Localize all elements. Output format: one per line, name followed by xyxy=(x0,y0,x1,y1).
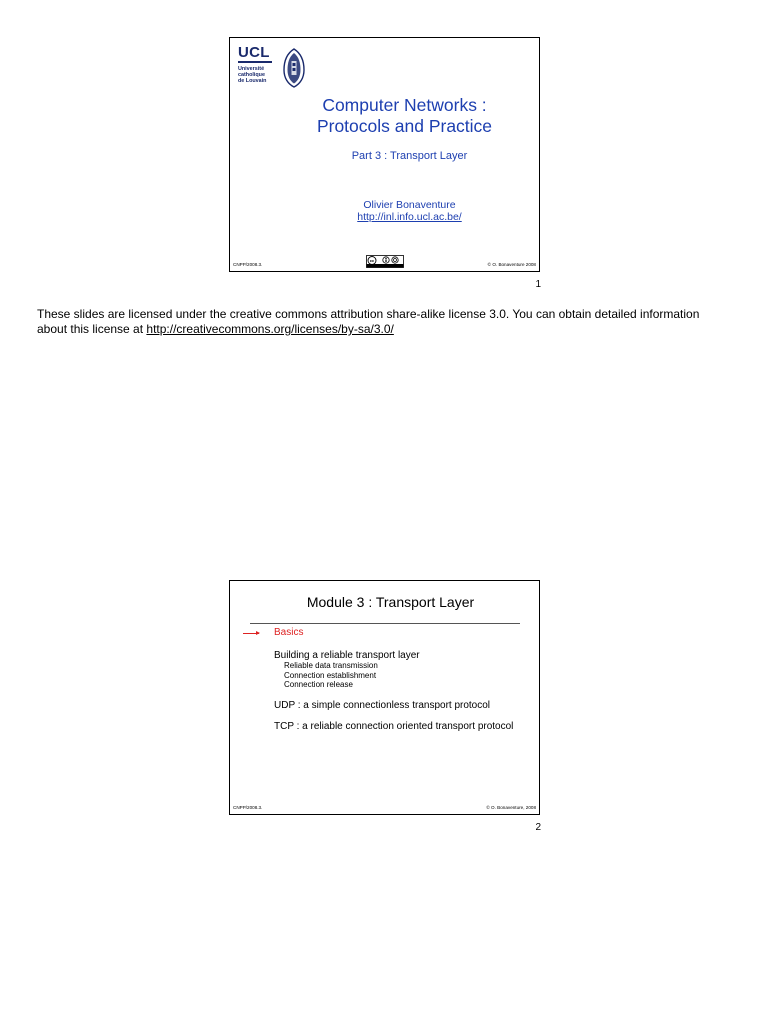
outline-subitem-establishment: Connection establishment xyxy=(284,670,377,680)
logo-line-2: catholique xyxy=(238,72,265,78)
outline-subitem-reliable: Reliable data transmission xyxy=(284,661,378,670)
slide-2 xyxy=(229,580,540,815)
outline-item-building: Building a reliable transport layer xyxy=(274,650,420,661)
slide-number-2: 2 xyxy=(535,822,541,833)
title-divider xyxy=(250,623,520,624)
title-line-1: Computer Networks : xyxy=(322,95,487,115)
logo-line-3: de Louvain xyxy=(238,78,267,84)
slide-footer-right: © O. Bonaventure, 2008 xyxy=(486,805,536,810)
slide-1 xyxy=(229,37,540,272)
current-item-arrow-icon xyxy=(243,633,259,634)
outline-item-basics: Basics xyxy=(274,627,304,638)
notes-line-1: These slides are licensed under the creative commons attribution share-alike license 3.0. You can obtain detailed information xyxy=(37,307,700,321)
outline-subitem-release: Connection release xyxy=(284,680,353,689)
slide-footer-left: CNPP/2008.3. xyxy=(233,805,263,810)
slide-notes xyxy=(37,307,717,337)
module-title: Module 3 : Transport Layer xyxy=(306,594,475,610)
outline-item-udp: UDP : a simple connectionless transport protocol xyxy=(274,699,491,711)
slide-footer-right: © O. Bonaventure 2008 xyxy=(487,262,536,267)
author-block xyxy=(230,199,539,223)
svg-text:cc: cc xyxy=(369,259,375,263)
creative-commons-badge-icon xyxy=(366,255,404,268)
crest-icon xyxy=(283,48,305,88)
slide-number-1: 1 xyxy=(535,279,541,290)
author-name: Olivier Bonaventure xyxy=(363,199,456,211)
slide-footer-left: CNPP/2008.3. xyxy=(233,262,263,267)
logo-line-1: Université xyxy=(238,66,265,72)
license-link[interactable]: http://creativecommons.org/licenses/by-sa/3.0/ xyxy=(146,322,394,336)
author-url-link[interactable]: http://inl.info.ucl.ac.be/ xyxy=(357,211,462,223)
logo-word: UCL xyxy=(238,44,270,61)
outline-list xyxy=(274,627,534,732)
outline-item-tcp: TCP : a reliable connection oriented transport protocol xyxy=(274,720,514,732)
part-subtitle: Part 3 : Transport Layer xyxy=(351,150,468,162)
ucl-logo xyxy=(238,44,300,88)
presentation-title xyxy=(230,95,539,137)
notes-line-2-text: about this license at xyxy=(37,322,147,336)
notes-line-2 xyxy=(37,322,717,337)
title-line-2: Protocols and Practice xyxy=(316,116,493,136)
logo-divider xyxy=(238,61,272,63)
